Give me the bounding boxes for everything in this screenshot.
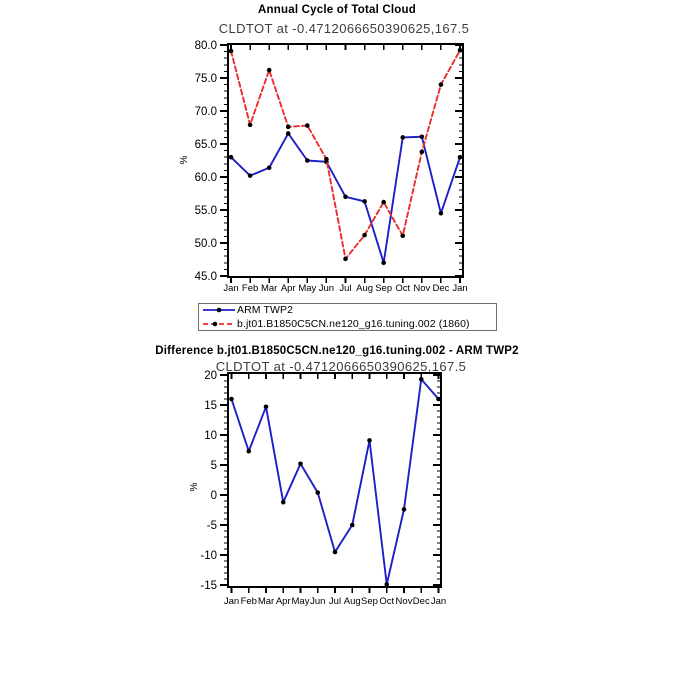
y-tick-label: 75.0 xyxy=(194,73,217,85)
x-tick-label: Jan xyxy=(430,596,447,607)
y-tick-label: 70.0 xyxy=(194,106,217,118)
data-point-marker xyxy=(381,261,386,266)
x-tick-label: Jan xyxy=(452,283,468,294)
data-point-marker xyxy=(400,233,405,238)
y-tick-label: 10 xyxy=(204,430,217,442)
y-axis-labels xyxy=(195,40,217,283)
obs-line-sample-icon xyxy=(201,304,237,316)
x-tick-label: May xyxy=(298,283,317,294)
x-tick-label: Aug xyxy=(343,596,361,607)
x-tick-label: Apr xyxy=(275,596,291,607)
data-point-marker xyxy=(333,550,338,555)
x-tick-label: Feb xyxy=(241,283,259,294)
x-axis-ticks xyxy=(231,44,460,283)
y-tick-label: -15 xyxy=(200,580,217,592)
y-tick-label: 45.0 xyxy=(194,271,217,283)
y-tick-label: 55.0 xyxy=(194,205,217,217)
data-point-marker xyxy=(298,462,303,467)
data-point-marker xyxy=(343,257,348,262)
data-point-marker xyxy=(381,200,386,205)
y-tick-label: 65.0 xyxy=(194,139,217,151)
x-tick-label: Oct xyxy=(395,283,411,294)
x-tick-label: May xyxy=(291,596,310,607)
legend xyxy=(198,303,497,331)
data-point-marker xyxy=(248,173,253,178)
data-point-marker xyxy=(286,125,291,130)
y-tick-label: 0 xyxy=(210,490,217,502)
x-axis-labels xyxy=(223,283,467,294)
chart-title: Difference b.jt01.B1850C5CN.ne120_g16.tuning.002 - ARM TWP2 xyxy=(155,345,519,357)
data-point-marker xyxy=(350,523,355,528)
data-point-marker xyxy=(439,211,444,216)
legend-label-obs: ARM TWP2 xyxy=(237,304,294,317)
x-tick-label: Jul xyxy=(339,283,352,294)
data-point-marker xyxy=(315,490,320,495)
y-tick-label: -5 xyxy=(206,520,217,532)
data-point-marker xyxy=(367,438,372,443)
data-point-marker xyxy=(419,377,424,382)
data-point-marker xyxy=(229,397,234,402)
legend-item-obs xyxy=(201,304,496,317)
data-point-marker xyxy=(402,507,407,512)
data-point-marker xyxy=(436,397,441,402)
data-point-marker xyxy=(400,135,405,140)
series-secondary xyxy=(229,48,463,261)
x-tick-label: Mar xyxy=(257,596,275,607)
data-point-marker xyxy=(420,134,425,139)
data-point-marker xyxy=(246,449,251,454)
x-tick-label: Nov xyxy=(395,596,413,607)
data-point-marker xyxy=(267,165,272,170)
x-tick-label: Jan xyxy=(223,283,239,294)
y-axis-title: % xyxy=(179,155,190,165)
x-tick-label: Jun xyxy=(318,283,335,294)
x-tick-label: Apr xyxy=(280,283,296,294)
data-point-marker xyxy=(458,155,463,160)
data-point-marker xyxy=(324,160,329,165)
x-axis-ticks xyxy=(232,373,439,593)
data-point-marker xyxy=(305,123,310,128)
y-tick-label: 80.0 xyxy=(194,40,217,52)
data-point-marker xyxy=(343,195,348,200)
data-point-marker xyxy=(281,500,286,505)
data-point-marker xyxy=(264,405,269,410)
series-primary xyxy=(229,377,441,587)
x-tick-label: Dec xyxy=(432,283,450,294)
x-tick-label: Jul xyxy=(328,596,342,607)
y-axis-title: % xyxy=(189,482,200,492)
y-tick-label: 20 xyxy=(204,370,217,382)
y-tick-label: 5 xyxy=(210,460,217,472)
x-tick-label: Nov xyxy=(413,283,431,294)
data-point-marker xyxy=(439,82,444,87)
data-point-marker xyxy=(229,155,234,160)
y-axis-labels xyxy=(200,370,217,592)
chart-subtitle: CLDTOT at -0.4712066650390625,167.5 xyxy=(218,21,470,36)
x-tick-label: Jan xyxy=(223,596,240,607)
x-tick-label: Feb xyxy=(240,596,257,607)
data-point-marker xyxy=(248,123,253,128)
x-tick-label: Mar xyxy=(260,283,278,294)
x-tick-label: Sep xyxy=(375,283,393,294)
data-point-marker xyxy=(458,48,463,53)
model-line-sample-icon xyxy=(201,318,237,330)
chart-title: Annual Cycle of Total Cloud xyxy=(258,4,416,16)
plot-frame xyxy=(228,373,441,587)
y-axis-ticks xyxy=(220,45,463,276)
x-tick-label: Oct xyxy=(379,596,395,607)
plot-frame xyxy=(228,44,463,277)
data-point-marker xyxy=(229,49,234,54)
series-primary xyxy=(229,131,463,265)
data-point-marker xyxy=(286,131,291,136)
y-tick-label: 50.0 xyxy=(194,238,217,250)
x-axis-labels xyxy=(224,596,446,607)
legend-label-model: b.jt01.B1850C5CN.ne120_g16.tuning.002 (1860) xyxy=(237,317,470,330)
x-tick-label: Sep xyxy=(361,596,378,607)
data-point-marker xyxy=(305,158,310,163)
data-point-marker xyxy=(362,199,367,204)
legend-item-model xyxy=(201,318,496,331)
y-tick-label: 15 xyxy=(204,400,217,412)
x-tick-label: Dec xyxy=(412,596,430,607)
x-tick-label: Jun xyxy=(310,596,326,607)
data-point-marker xyxy=(420,150,425,155)
chart-subtitle: CLDTOT at -0.4712066650390625,167.5 xyxy=(215,359,467,374)
data-point-marker xyxy=(267,68,272,73)
x-tick-label: Aug xyxy=(356,283,374,294)
data-point-marker xyxy=(362,233,367,238)
y-tick-label: 60.0 xyxy=(194,172,217,184)
data-point-marker xyxy=(324,157,329,162)
data-point-marker xyxy=(384,582,389,587)
y-tick-label: -10 xyxy=(200,550,217,562)
y-axis-ticks xyxy=(220,375,441,585)
